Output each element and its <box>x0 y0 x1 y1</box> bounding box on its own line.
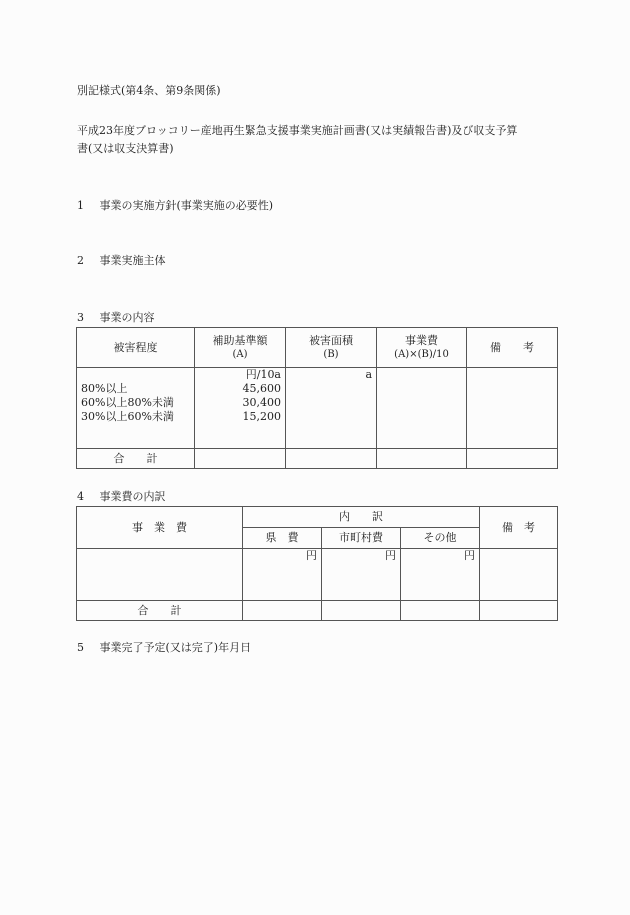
rate-value-2: 30,400 <box>242 396 281 409</box>
table-total-row <box>77 601 558 621</box>
total-other-cell <box>401 601 480 621</box>
damage-degree-2: 60%以上80%未満 <box>81 396 174 409</box>
section-number: 4 <box>77 490 84 503</box>
other-cost-cell: 円 <box>401 549 480 601</box>
total-cost-cell <box>377 449 467 469</box>
table-total-row <box>77 449 558 469</box>
header-damage-degree: 被害程度 <box>77 328 195 368</box>
section-label: 事業費の内訳 <box>99 490 166 503</box>
remarks-cell <box>467 368 558 449</box>
table-body-row <box>77 549 558 601</box>
header-breakdown: 内 訳 <box>243 507 480 528</box>
form-label: 別記様式(第4条、第9条関係) <box>77 84 221 97</box>
total-label: 合 計 <box>77 601 243 621</box>
damage-area-cell <box>286 368 377 449</box>
section-label: 事業の内容 <box>99 311 155 324</box>
table-header-row <box>77 328 558 368</box>
section-3-heading <box>77 311 155 325</box>
section-number: 2 <box>77 254 84 267</box>
section-label: 事業完了予定(又は完了)年月日 <box>99 641 252 654</box>
header-project-cost: 事業費 (A)×(B)/10 <box>377 328 467 368</box>
section-number: 3 <box>77 311 84 324</box>
document-title-line2: 書(又は収支決算書) <box>77 142 174 155</box>
total-municipal-cell <box>322 601 401 621</box>
section-1-heading <box>77 199 273 213</box>
damage-degree-cell <box>77 368 195 449</box>
project-cost-cell <box>77 549 243 601</box>
header-remarks: 備 考 <box>480 507 558 549</box>
subsidy-rate-cell <box>195 368 286 449</box>
section-5-heading <box>77 641 251 655</box>
section-number: 5 <box>77 641 84 654</box>
header-remarks: 備 考 <box>467 328 558 368</box>
header-damage-area: 被害面積 (B) <box>286 328 377 368</box>
area-unit: a <box>365 368 372 381</box>
section-number: 1 <box>77 199 84 212</box>
total-remarks-cell <box>467 449 558 469</box>
cost-breakdown-table <box>76 506 558 621</box>
section-4-heading <box>77 490 166 504</box>
damage-degree-1: 80%以上 <box>81 382 128 395</box>
damage-degree-3: 30%以上60%未満 <box>81 410 174 423</box>
prefecture-cost-cell: 円 <box>243 549 322 601</box>
rate-value-3: 15,200 <box>242 410 281 423</box>
header-prefecture-cost: 県 費 <box>243 528 322 549</box>
document-title-line1: 平成23年度ブロッコリー産地再生緊急支援事業実施計画書(又は実績報告書)及び収支予算 <box>77 124 518 137</box>
header-project-cost: 事 業 費 <box>77 507 243 549</box>
total-area-cell <box>286 449 377 469</box>
project-content-table <box>76 327 558 469</box>
total-prefecture-cell <box>243 601 322 621</box>
header-municipal-cost: 市町村費 <box>322 528 401 549</box>
municipal-cost-cell: 円 <box>322 549 401 601</box>
remarks-cell <box>480 549 558 601</box>
rate-value-1: 45,600 <box>242 382 281 395</box>
total-remarks-cell <box>480 601 558 621</box>
table-header-row <box>77 507 558 528</box>
section-label: 事業の実施方針(事業実施の必要性) <box>99 199 274 212</box>
total-rate-cell <box>195 449 286 469</box>
header-subsidy-rate: 補助基準額 (A) <box>195 328 286 368</box>
section-label: 事業実施主体 <box>99 254 166 267</box>
table-body-row <box>77 368 558 449</box>
rate-unit: 円/10a <box>245 368 281 381</box>
project-cost-cell <box>377 368 467 449</box>
total-label: 合 計 <box>77 449 195 469</box>
section-2-heading <box>77 254 166 268</box>
header-other-cost: その他 <box>401 528 480 549</box>
